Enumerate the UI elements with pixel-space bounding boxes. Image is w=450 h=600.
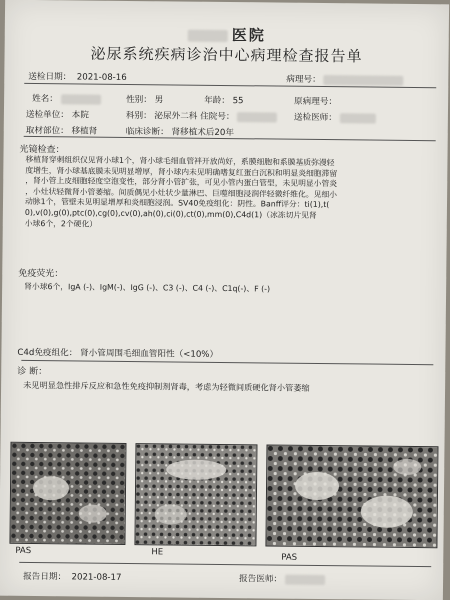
microscopy-line: ，小灶状轻微肾小管萎缩。间质偶见小灶状少量淋巴、巨噬细胞浸润伴轻微纤维化。见细小 [25, 186, 338, 199]
report-title: 泌尿系统疾病诊治中心病理检查报告单 [90, 44, 363, 66]
microscopy-title: 光镜检查： [19, 144, 65, 156]
micrograph-image [9, 442, 126, 545]
micrograph-texture [266, 445, 437, 547]
immunofluorescence-text: 肾小球6个，IgA (-)、IgM(-)、IgG (-)、C3 (-)、C4 (-)、C1q(-)、F (-) [24, 281, 271, 294]
report-doctor: 报告医师： [239, 572, 325, 585]
redacted-hospital-name [188, 29, 228, 41]
micrograph-texture [135, 444, 256, 545]
microscopy-text [25, 155, 338, 232]
immunofluorescence-title: 免疫荧光： [18, 268, 64, 280]
original-pathology-number: 原病理号： [294, 96, 338, 108]
redacted-inpatient-no [237, 112, 277, 122]
image-caption: PAS [15, 545, 32, 556]
image-caption: HE [151, 547, 164, 558]
microscopy-line: 小球6个，2个硬化） [24, 218, 98, 229]
patient-age: 年龄： 55 [204, 95, 244, 107]
redacted-doctor [340, 113, 376, 123]
micrograph-image [134, 443, 257, 546]
report-date: 报告日期： 2021-08-17 [23, 571, 122, 583]
divider-footer [19, 562, 431, 567]
submit-doctor: 送检医师： [294, 111, 376, 124]
image-caption: PAS [281, 552, 298, 563]
hospital-name: 医院 [5, 22, 449, 48]
microscopy-line: 移植肾穿刺组织仅见肾小球1个，肾小球毛细血管袢开放尚好，系膜细胞和系膜基质弥漫轻 [25, 154, 335, 168]
redacted-report-doctor [285, 574, 325, 584]
microscopy-line: 0),v(0),g(0),ptc(0),cg(0),cv(0),ah(0),ci(0),ct(0),mm(0),C4d(1)（冰冻切片见肾 [24, 207, 317, 220]
submit-unit: 送检单位： 本院 [25, 109, 89, 121]
micrograph-texture [10, 443, 125, 544]
department: 科别： 泌尿外二科 住院号： [126, 109, 277, 123]
redacted-pathology-no [323, 75, 403, 86]
diagnosis-text: 未见明显急性排斥反应和急性免疫抑制剂肾毒，考虑为轻微间质硬化肾小管萎缩 [23, 379, 310, 393]
clinical-diagnosis: 临床诊断： 肾移植术后20年 [125, 126, 235, 139]
microscopy-line: 动脉1个，管壁未见明显增厚和炎细胞浸润。SV40免疫组化：阴性。Banff评分：ti(1),t( [24, 197, 330, 210]
microscopy-line: 度增生，肾小球基底膜未见明显增厚，肾小球内未见明确嗜复红蛋白沉积和明显炎细胞滞留 [25, 165, 338, 178]
patient-gender: 性别： 男 [126, 94, 164, 106]
material-site: 取材部位： 移植肾 [25, 125, 98, 137]
micrograph-image [265, 444, 438, 548]
patient-name: 姓名： [32, 92, 101, 105]
c4d-result: C4d免疫组化： 肾小管周围毛细血管阳性（<10%） [17, 347, 219, 360]
redacted-name [61, 94, 101, 104]
submit-date: 送检日期： 2021-08-16 [28, 71, 127, 83]
divider-c4d [21, 360, 433, 365]
microscopy-line: ，肾小管上皮细胞轻度空泡变性，部分肾小管扩张，可见小管内蛋白管型，未见明显小管炎 [25, 176, 338, 189]
pathology-number: 病理号： [286, 73, 403, 86]
diagnosis-title: 诊 断： [17, 366, 48, 378]
